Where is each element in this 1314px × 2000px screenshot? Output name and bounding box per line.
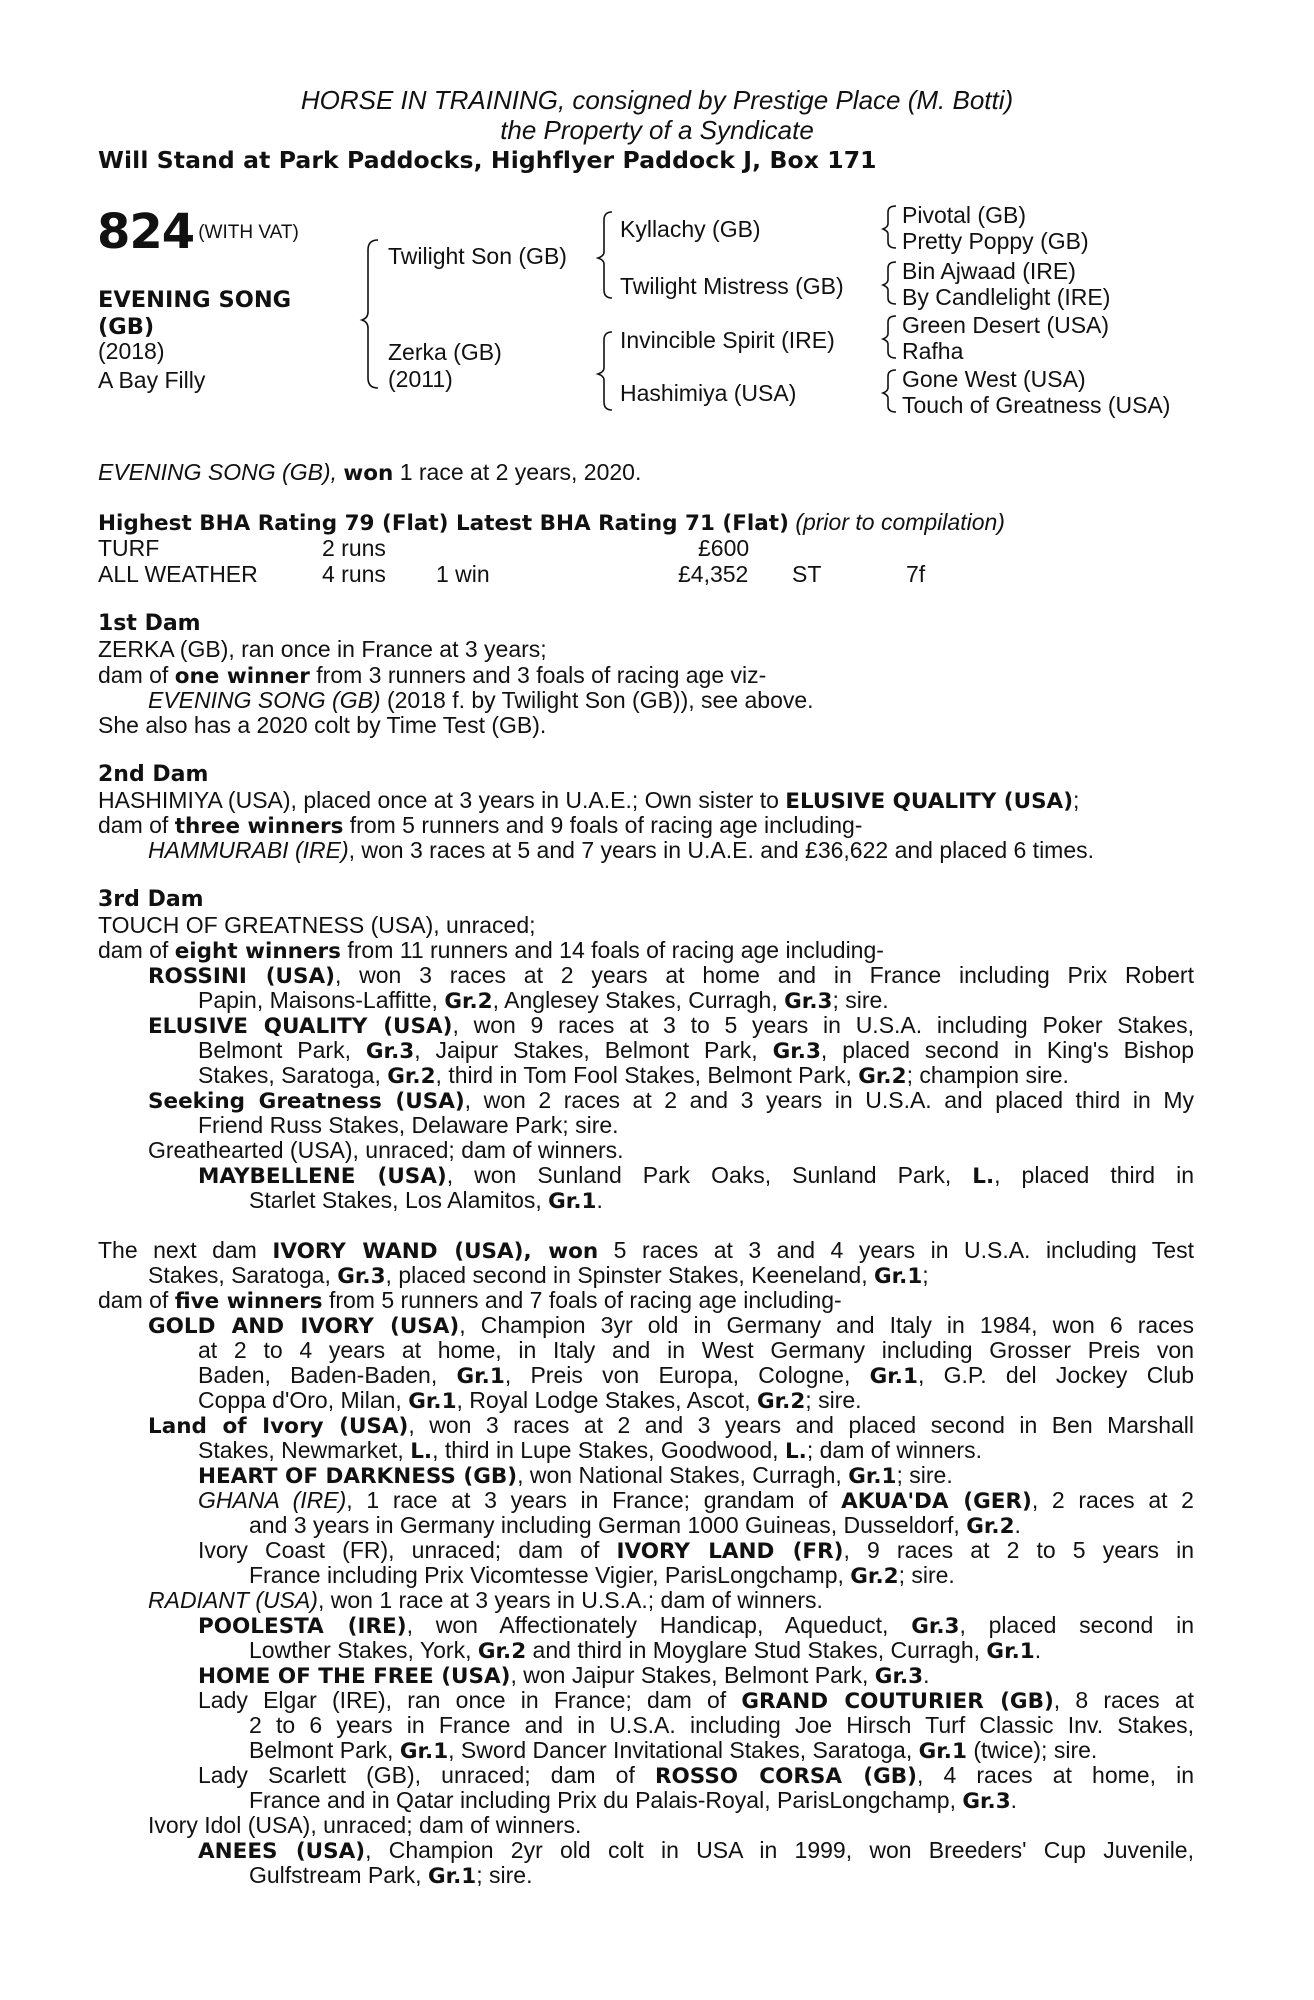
first-dam-heading: 1st Dam <box>98 611 201 636</box>
first-dam-line: She also has a 2020 colt by Time Test (GB). <box>98 712 547 738</box>
next-dam-line: Stakes, Saratoga, Gr.3, placed second in Spinster Stakes, Keeneland, Gr.1; <box>148 1262 929 1289</box>
gg-ancestor: Green Desert (USA) <box>902 312 1110 338</box>
first-dam-line: dam of one winner from 3 runners and 3 foals of racing age viz- <box>98 662 767 689</box>
property-line: the Property of a Syndicate <box>500 115 814 145</box>
progeny-entry: ANEES (USA), Champion 2yr old colt in USA in 1999, won Breeders' Cup Juvenile, <box>198 1837 1194 1864</box>
progeny-entry: France and in Qatar including Prix du Palais-Royal, ParisLongchamp, Gr.3. <box>249 1787 1018 1814</box>
gg-ancestor: Gone West (USA) <box>902 366 1086 392</box>
second-dam-line: dam of three winners from 5 runners and 9 foals of racing age including- <box>98 812 863 839</box>
dam-year: (2011) <box>388 366 453 392</box>
sire-sire-name: Kyllachy (GB) <box>620 216 761 242</box>
progeny-entry: Land of Ivory (USA), won 3 races at 2 and 3 years and placed second in Ben Marshall <box>148 1412 1195 1439</box>
next-dam-line: dam of five winners from 5 runners and 7 foals of racing age including- <box>98 1287 842 1314</box>
progeny-entry: Belmont Park, Gr.3, Jaipur Stakes, Belmont Park, Gr.3, placed second in King's Bishop <box>198 1037 1194 1064</box>
progeny-entry: Papin, Maisons-Laffitte, Gr.2, Anglesey Stakes, Curragh, Gr.3; sire. <box>198 987 889 1014</box>
second-dam-line: HASHIMIYA (USA), placed once at 3 years in U.A.E.; Own sister to ELUSIVE QUALITY (USA); <box>98 787 1080 814</box>
gg-ancestor: By Candlelight (IRE) <box>902 284 1111 310</box>
third-dam-line: dam of eight winners from 11 runners and 14 foals of racing age including- <box>98 937 884 964</box>
gg-ancestor: Bin Ajwaad (IRE) <box>902 258 1076 284</box>
consignment-line: HORSE IN TRAINING, consigned by Prestige Place (M. Botti) <box>300 85 1014 115</box>
horse-description: A Bay Filly <box>98 367 206 393</box>
progeny-entry: HOME OF THE FREE (USA), won Jaipur Stakes, Belmont Park, Gr.3. <box>198 1662 930 1689</box>
horse-name-line2: (GB) <box>98 314 155 340</box>
progeny-entry: Coppa d'Oro, Milan, Gr.1, Royal Lodge Stakes, Ascot, Gr.2; sire. <box>198 1387 862 1414</box>
progeny-entry: HEART OF DARKNESS (GB), won National Stakes, Curragh, Gr.1; sire. <box>198 1462 953 1489</box>
progeny-entry: Lady Scarlett (GB), unraced; dam of ROSSO CORSA (GB), 4 races at home, in <box>198 1762 1195 1789</box>
progeny-entry: Greathearted (USA), unraced; dam of winners. <box>148 1137 624 1163</box>
progeny-entry: Starlet Stakes, Los Alamitos, Gr.1. <box>249 1187 603 1214</box>
brace-main <box>362 240 378 388</box>
progeny-entry: Baden, Baden-Baden, Gr.1, Preis von Europa, Cologne, Gr.1, G.P. del Jockey Club <box>198 1362 1195 1389</box>
brace-gg4 <box>883 370 896 412</box>
gg-ancestor: Pretty Poppy (GB) <box>902 228 1089 254</box>
progeny-entry: Gulfstream Park, Gr.1; sire. <box>249 1862 533 1889</box>
progeny-entry: at 2 to 4 years at home, in Italy and in West Germany including Grosser Preis von <box>198 1337 1194 1363</box>
progeny-entry: and 3 years in Germany including German 1000 Guineas, Dusseldorf, Gr.2. <box>249 1512 1021 1539</box>
sire-dam-name: Twilight Mistress (GB) <box>620 273 844 299</box>
progeny-entry: Stakes, Newmarket, L., third in Lupe Stakes, Goodwood, L.; dam of winners. <box>198 1437 982 1464</box>
progeny-entry: Lady Elgar (IRE), ran once in France; dam of GRAND COUTURIER (GB), 8 races at <box>198 1687 1194 1714</box>
horse-name-line1: EVENING SONG <box>98 287 292 313</box>
race-summary: EVENING SONG (GB), won 1 race at 2 years, 2020. <box>98 459 642 486</box>
progeny-entry: ROSSINI (USA), won 3 races at 2 years at home and in France including Prix Robert <box>148 962 1194 989</box>
foaling-year: (2018) <box>98 338 165 364</box>
brace-dam <box>598 332 612 410</box>
progeny-entry: Seeking Greatness (USA), won 2 races at 2 and 3 years in U.S.A. and placed third in My <box>148 1087 1194 1114</box>
first-dam-line: EVENING SONG (GB) (2018 f. by Twilight Son (GB)), see above. <box>148 687 814 713</box>
progeny-entry: MAYBELLENE (USA), won Sunland Park Oaks, Sunland Park, L., placed third in <box>198 1162 1194 1189</box>
progeny-entry: Friend Russ Stakes, Delaware Park; sire. <box>198 1112 619 1138</box>
progeny-entry: GHANA (IRE), 1 race at 3 years in France; grandam of AKUA'DA (GER), 2 races at 2 <box>198 1487 1194 1514</box>
progeny-entry: France including Prix Vicomtesse Vigier, ParisLongchamp, Gr.2; sire. <box>249 1562 955 1589</box>
progeny-entry: ELUSIVE QUALITY (USA), won 9 races at 3 to 5 years in U.S.A. including Poker Stakes, <box>148 1012 1194 1039</box>
third-dam-heading: 3rd Dam <box>98 887 204 912</box>
dam-name: Zerka (GB) <box>388 339 502 365</box>
progeny-entry: 2 to 6 years in France and in U.S.A. including Joe Hirsch Turf Classic Inv. Stakes, <box>249 1712 1194 1738</box>
progeny-entry: POOLESTA (IRE), won Affectionately Handicap, Aqueduct, Gr.3, placed second in <box>198 1612 1194 1639</box>
third-dam-line: TOUCH OF GREATNESS (USA), unraced; <box>98 912 536 938</box>
second-dam-heading: 2nd Dam <box>98 762 209 787</box>
brace-gg3 <box>883 316 896 358</box>
bha-rating: Highest BHA Rating 79 (Flat) Latest BHA Rating 71 (Flat) (prior to compilation) <box>98 509 1005 536</box>
catalogue-page: HORSE IN TRAINING, consigned by Prestige Place (M. Botti) the Property of a Syndicate Will Stand at Park Paddocks, Highflyer Paddock J, Box 171 824 (WITH VAT) EVENING SONG (GB) (2018) A Bay Filly Twilight Son (GB) Zerka (GB) (2011) Kyllachy (GB) Twilight Mistress (GB) Invincible Spirit (IRE) Hashimiya (USA) Pivotal (GB) Pretty Poppy (GB) Bin Ajwaad (IRE) By Candlelight (IRE) Green Desert (USA) Rafha Gone West (USA) Touch of Greatness (USA) EVENING SONG (GB), won 1 race at 2 years, 2020. Highest BHA Rating 79 (Flat) Latest BHA Rating 71 (Flat) (prior to compilation) TURF 2 runs £600 ALL WEATHER 4 runs 1 win £4,352 ST 7f 1st Dam ZERKA (GB), ran once in France at 3 years; dam of one winner from 3 runners and 3 foals of racing age viz- EVENING SONG (GB) (2018 f. by Twilight Son (GB)), see above. She also has a 2020 colt by Time Test (GB). 2nd Dam HASHIMIYA (USA), placed once at 3 years in U.A.E.; Own sister to ELUSIVE QUALITY (USA); dam of three winners from 5 runners and 9 foals of racing age including- HAMMURABI (IRE), won 3 races at 5 and 7 years in U.A.E. and £36,622 and placed 6 times. 3rd Dam TOUCH OF GREATNESS (USA), unraced; dam of eight winners from 11 runners and 14 foals of racing age including- ROSSINI (USA), won 3 races at 2 years at home and in France including Prix Robert Papin, Maisons-Laffitte, Gr.2, Anglesey Stakes, Curragh, Gr.3; sire. ELUSIVE QUALITY (USA), won 9 races at 3 to 5 years in U.S.A. including Poker Stakes, Belmont Park, Gr.3, Jaipur Stakes, Belmont Park, Gr.3, placed second in King's Bishop Stakes, Saratoga, Gr.2, third in Tom Fool Stakes, Belmont Park, Gr.2; champion sire. Seeking Greatness (USA), won 2 races at 2 and 3 years in U.S.A. and placed third in My Friend Russ Stakes, Delaware Park; sire. Greathearted (USA), unraced; dam of winners. MAYBELLENE (USA), won Sunland Park Oaks, Sunland Park, L., placed third in Starlet Stakes, Los Alamitos, Gr.1. The next dam IVORY WAND (USA), won 5 races at 3 and 4 years in U.S.A. including Test Stakes, Saratoga, Gr.3, placed second in Spinster Stakes, Keeneland, Gr.1; dam of five winners from 5 runners and 7 foals of racing age including- GOLD AND IVORY (USA), Champion 3yr old in Germany and Italy in 1984, won 6 races at 2 to 4 years at home, in Italy and in West Germany including Grosser Preis von Baden, Baden-Baden, Gr.1, Preis von Europa, Cologne, Gr.1, G.P. del Jockey Club Coppa d'Oro, Milan, Gr.1, Royal Lodge Stakes, Ascot, Gr.2; sire. Land of Ivory (USA), won 3 races at 2 and 3 years and placed second in Ben Marshall Stakes, Newmarket, L., third in Lupe Stakes, Goodwood, L.; dam of winners. HEART OF DARKNESS (GB), won National Stakes, Curragh, Gr.1; sire. GHANA (IRE), 1 race at 3 years in France; grandam of AKUA'DA (GER), 2 races at 2 and 3 years in Germany including German 1000 Guineas, Dusseldorf, Gr.2. Ivory Coast (FR), unraced; dam of IVORY LAND (FR), 9 races at 2 to 5 years in France including Prix Vicomtesse Vigier, ParisLongchamp, Gr.2; sire. RADIANT (USA), won 1 race at 3 years in U.S.A.; dam of winners. POOLESTA (IRE), won Affectionately Handicap, Aqueduct, Gr.3, placed second in Lowther Stakes, York, Gr.2 and third in Moyglare Stud Stakes, Curragh, Gr.1. HOME OF THE FREE (USA), won Jaipur Stakes, Belmont Park, Gr.3. Lady Elgar (IRE), ran once in France; dam of GRAND COUTURIER (GB), 8 races at 2 to 6 years in France and in U.S.A. including Joe Hirsch Turf Classic Inv. Stakes, Belmont Park, Gr.1, Sword Dancer Invitational Stakes, Saratoga, Gr.1 (twice); sire. Lady Scarlett (GB), unraced; dam of ROSSO CORSA (GB), 4 races at home, in France and in Qatar including Prix du Palais-Royal, ParisLongchamp, Gr.3. Ivory Idol (USA), unraced; dam of winners. ANEES (USA), Champion 2yr old colt in USA in 1999, won Breeders' Cup Juvenile, Gulfstream Park, Gr.1; sire. <box>0 0 1314 2000</box>
sire-name: Twilight Son (GB) <box>388 243 567 269</box>
gg-ancestor: Pivotal (GB) <box>902 202 1026 228</box>
second-dam-line: HAMMURABI (IRE), won 3 races at 5 and 7 years in U.A.E. and £36,622 and placed 6 times. <box>148 837 1095 863</box>
progeny-entry: Lowther Stakes, York, Gr.2 and third in Moyglare Stud Stakes, Curragh, Gr.1. <box>249 1637 1042 1664</box>
gg-ancestor: Touch of Greatness (USA) <box>902 392 1171 418</box>
brace-sire <box>598 212 612 298</box>
stand-location: Will Stand at Park Paddocks, Highflyer Paddock J, Box 171 <box>98 146 877 174</box>
progeny-entry: Ivory Idol (USA), unraced; dam of winners. <box>148 1812 582 1838</box>
lot-number: 824 <box>97 204 195 260</box>
progeny-entry: GOLD AND IVORY (USA), Champion 3yr old in Germany and Italy in 1984, won 6 races <box>148 1312 1194 1339</box>
progeny-entry: Stakes, Saratoga, Gr.2, third in Tom Fool Stakes, Belmont Park, Gr.2; champion sire. <box>198 1062 1069 1089</box>
dam-sire-name: Invincible Spirit (IRE) <box>620 327 835 353</box>
progeny-entry: Belmont Park, Gr.1, Sword Dancer Invitational Stakes, Saratoga, Gr.1 (twice); sire. <box>249 1737 1098 1764</box>
gg-ancestor: Rafha <box>902 338 964 364</box>
next-dam-line: The next dam IVORY WAND (USA), won 5 races at 3 and 4 years in U.S.A. including Test <box>98 1237 1194 1264</box>
first-dam-line: ZERKA (GB), ran once in France at 3 years; <box>98 636 547 662</box>
pedigree-braces <box>0 0 1314 430</box>
brace-gg2 <box>883 262 896 304</box>
dam-dam-name: Hashimiya (USA) <box>620 380 797 406</box>
progeny-entry: Ivory Coast (FR), unraced; dam of IVORY LAND (FR), 9 races at 2 to 5 years in <box>198 1537 1194 1564</box>
progeny-entry: RADIANT (USA), won 1 race at 3 years in U.S.A.; dam of winners. <box>148 1587 823 1613</box>
vat-note: (WITH VAT) <box>198 222 299 243</box>
brace-gg1 <box>883 206 896 248</box>
